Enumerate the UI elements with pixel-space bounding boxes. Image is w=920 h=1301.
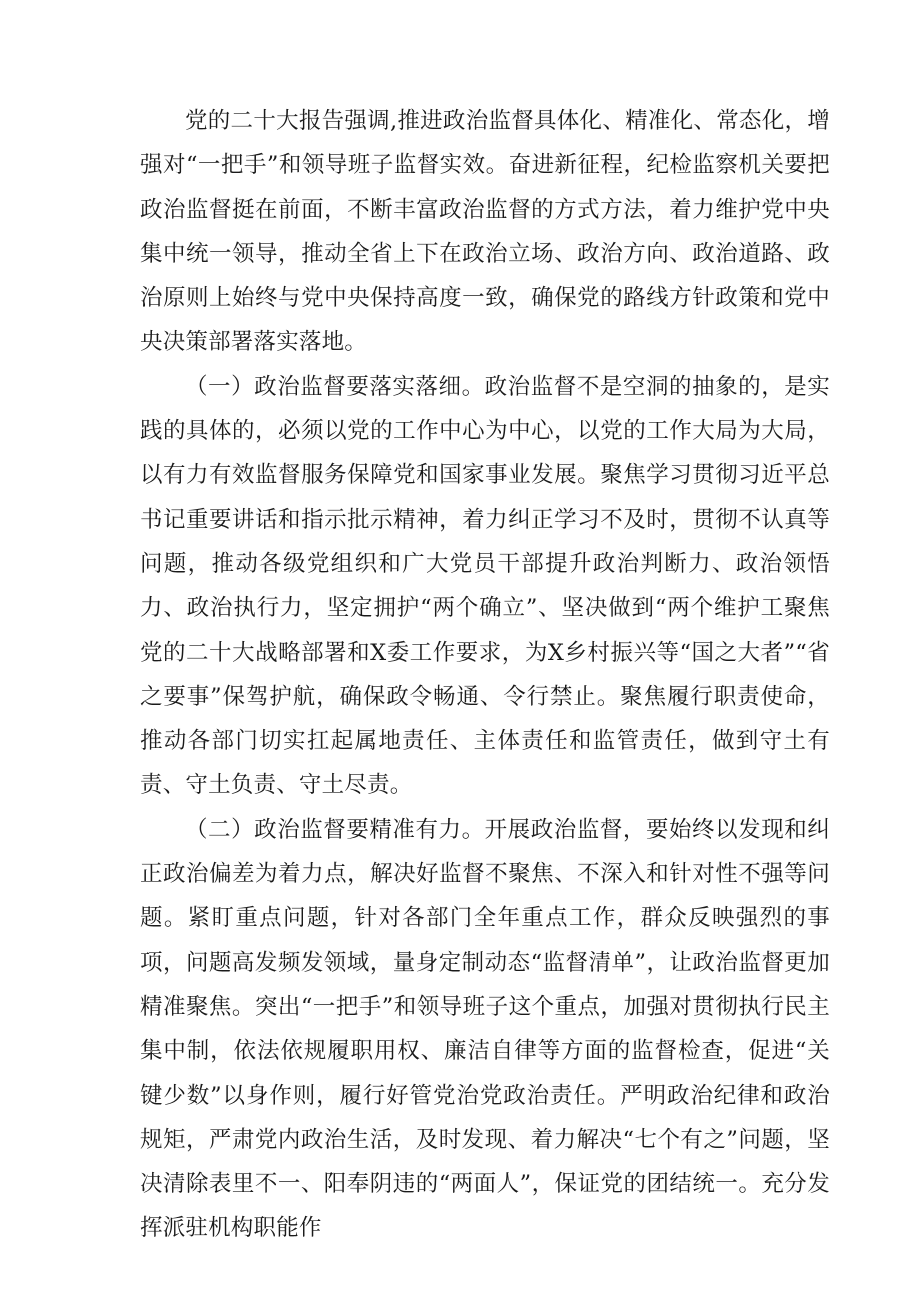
intro-paragraph: 党的二十大报告强调,推进政治监督具体化、精准化、常态化，增强对“一把手”和领导班子监督实效。奋进新征程，纪检监察机关要把政治监督挺在前面，不断丰富政治监督的方式方法，着力维护党中央集中统一领导，推动全省上下在政治立场、政治方向、政治道路、政治原则上始终与党中央保持高度一致，确保党的路线方针政策和党中央决策部署落实落地。 [140,108,830,356]
section-two-paragraph: （二）政治监督要精准有力。开展政治监督，要始终以发现和纠正政治偏差为着力点，解决好监督不聚焦、不深入和针对性不强等问题。紧盯重点问题，针对各部门全年重点工作，群众反映强烈的事项，问题高发频发领域，量身定制动态“监督清单”，让政治监督更加精准聚焦。突出“一把手”和领导班子这个重点，加强对贯彻执行民主集中制，依法依规履职用权、廉洁自律等方面的监督检查，促进“关键少数”以身作则，履行好管党治党政治责任。严明政治纪律和政治规矩，严肃党内政治生活，及时发现、着力解决“七个有之”问题，坚决清除表里不一、阳奉阴违的“两面人”，保证党的团结统一。充分发挥派驻机构职能作 [140,816,830,1242]
document-body [140,99,830,1251]
section-one-paragraph: （一）政治监督要落实落细。政治监督不是空洞的抽象的，是实践的具体的，必须以党的工作中心为中心，以党的工作大局为大局，以有力有效监督服务保障党和国家事业发展。聚焦学习贯彻习近平总书记重要讲话和指示批示精神，着力纠正学习不及时，贯彻不认真等问题，推动各级党组织和广大党员干部提升政治判断力、政治领悟力、政治执行力，坚定拥护“两个确立”、坚决做到“两个维护工聚焦党的二十大战略部署和X委工作要求，为X乡村振兴等“国之大者”“省之要事”保驾护航，确保政令畅通、令行禁止。聚焦履行职责使命，推动各部门切实扛起属地责任、主体责任和监管责任，做到守土有责、守土负责、守土尽责。 [140,373,830,799]
